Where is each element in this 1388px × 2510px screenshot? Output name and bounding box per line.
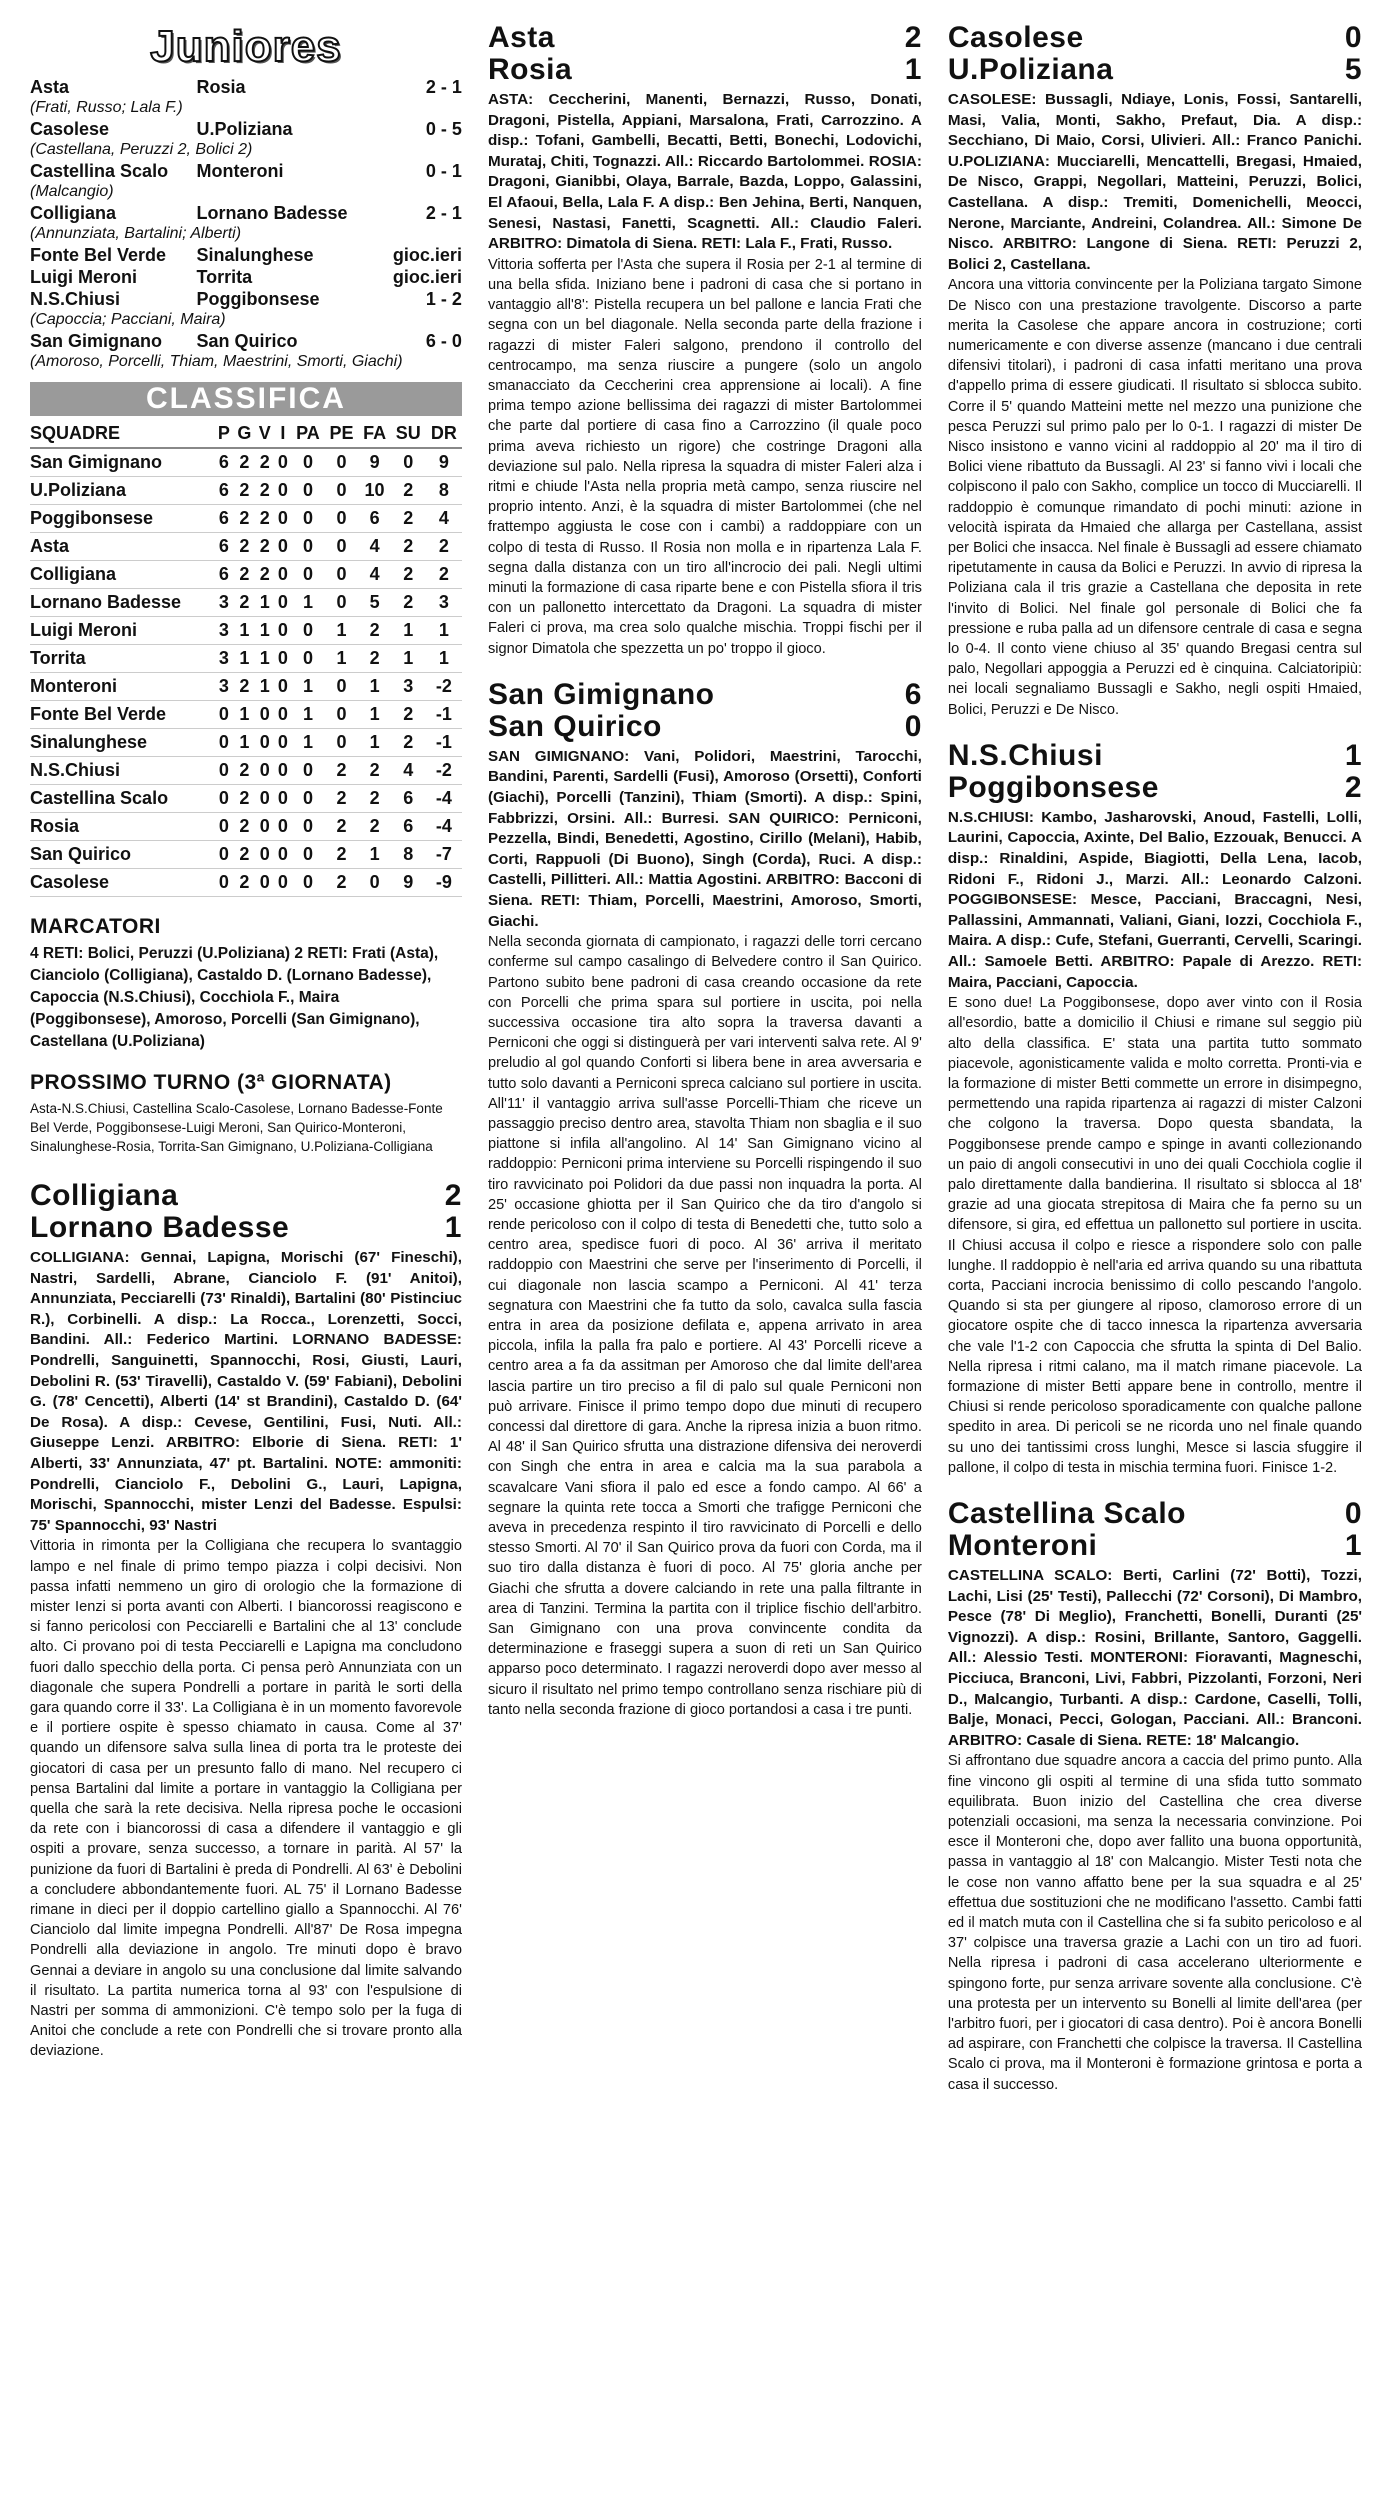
standings-cell: 2 — [358, 813, 391, 841]
prossimo-turno-title: PROSSIMO TURNO (3ª GIORNATA) — [30, 1071, 392, 1094]
match-away-row — [948, 54, 1362, 86]
standings-cell: 2 — [391, 589, 426, 617]
standings-cell: 6 — [214, 561, 233, 589]
standings-cell: 8 — [426, 477, 462, 505]
standings-cell: 1 — [255, 673, 274, 701]
standings-cell: 2 — [234, 869, 256, 897]
standings-cell: 0 — [274, 617, 291, 645]
match-away-row — [30, 1212, 462, 1244]
standings-cell: 10 — [358, 477, 391, 505]
standings-cell: 0 — [291, 785, 324, 813]
standings-cell: 4 — [358, 561, 391, 589]
standings-cell: 1 — [358, 701, 391, 729]
standings-cell: -1 — [426, 701, 462, 729]
standings-cell: 0 — [291, 505, 324, 533]
result-home: Luigi Meroni — [30, 267, 137, 287]
result-home: Casolese — [30, 119, 110, 139]
result-away: U.Poliziana — [196, 119, 293, 139]
standings-cell: 0 — [255, 729, 274, 757]
standings-team: U.Poliziana — [30, 477, 214, 505]
standings-cell: 2 — [234, 477, 256, 505]
standings-cell: 0 — [325, 729, 359, 757]
standings-header: PE — [325, 420, 359, 448]
standings-cell: 0 — [214, 869, 233, 897]
match-home-row — [488, 22, 922, 54]
result-home: Fonte Bel Verde — [30, 245, 167, 265]
standings-header: I — [274, 420, 291, 448]
classifica-title: CLASSIFICA — [30, 382, 462, 416]
standings-cell: 0 — [274, 645, 291, 673]
standings-team: San Quirico — [30, 841, 214, 869]
standings-team: Asta — [30, 533, 214, 561]
home-team: Colligiana — [30, 1179, 179, 1212]
standings-header: SU — [391, 420, 426, 448]
standings-cell: 1 — [358, 729, 391, 757]
standings-row — [30, 561, 462, 589]
home-team: Casolese — [947, 22, 1084, 54]
standings-cell: 6 — [214, 448, 233, 477]
standings-cell: 0 — [291, 841, 324, 869]
standings-cell: 2 — [234, 757, 256, 785]
standings-cell: 0 — [274, 785, 291, 813]
result-scorers: (Frati, Russo; Lala F.) — [30, 99, 183, 116]
away-score: 1 — [1344, 1529, 1363, 1563]
result-scorers-row — [30, 224, 462, 244]
standings-cell: 0 — [274, 841, 291, 869]
standings-cell: 6 — [391, 785, 426, 813]
home-score: 2 — [444, 1179, 462, 1212]
match-report: Si affrontano due squadre ancora a caccia del primo punto. Alla fine vincono gli ospiti al termine di una sfida tutto sommato equilibrata. Buon inizio del Castellina che crea diverse potenziali occasioni, ma senza la necessaria convinzione. Poi esce il Monteroni che, dopo aver fallito una buona opportunità, passa in vantaggio al 18' con Malcangio. Mister Testi nota che le cose non vanno affatto bene per la sua squadra e al 25' effettua due sostituzioni che ne modificano l'assetto. Cambi fatti ed il match muta con il Castellina che si fa subito pericoloso e al 37' colpisce una traversa grazie a Lachi con un tiro ad fuori. Nella ripresa i padroni di casa accelerano ulteriormente e spingono forte, pur senza arrivare sovente alla conclusione. C'è una protesta per un intervento su Bonelli al limite dell'area (per l'arbitro fuori, per i giocatori di casa dentro). Poi è ancora Bonelli ad aspirare, con Franchetti che colpisce la traversa. Il Castellina Scalo ci prova, ma il Monteroni è formazione grintosa e porta a casa il successo. — [947, 1753, 1363, 2093]
home-team: Asta — [487, 22, 555, 54]
standings-cell: 1 — [358, 673, 391, 701]
standings-row — [30, 673, 462, 701]
result-scorers-row — [30, 182, 462, 202]
standings-row — [30, 785, 462, 813]
result-away: Monteroni — [196, 161, 284, 181]
standings-cell: 0 — [291, 533, 324, 561]
standings-cell: 2 — [234, 673, 256, 701]
standings-cell: 0 — [291, 617, 324, 645]
away-score: 1 — [904, 53, 922, 86]
match-lineup: SAN GIMIGNANO: Vani, Polidori, Maestrini, Tarocchi, Bandini, Parenti, Sardelli (Fusi), Amoroso (Orsetti), Conforti (Giachi), Porcelli (Tanzini), Thiam (Smorti). A disp.: Spini, Fabbrizzi, Orsini. All.: Burresi. SAN QUIRICO: Perniconi, Pezzella, Bindi, Benedetti, Agostino, Cirillo (Melani), Habib, Corti, Rappuoli (Di Buono), Singh (Corda), Ruci. A disp.: Castelli, Pillitteri. All.: Mattia Agostini. ARBITRO: Bacconi di Siena. RETI: Thiam, Porcelli, Maestrini, Amoroso, Smorti, Giachi. — [487, 747, 922, 930]
result-scorers: (Malcangio) — [30, 183, 114, 200]
standings-cell: 0 — [274, 505, 291, 533]
result-row — [30, 244, 462, 266]
standings-cell: 3 — [426, 589, 462, 617]
standings-cell: 2 — [325, 813, 359, 841]
standings-cell: 1 — [255, 589, 274, 617]
standings-cell: 0 — [391, 448, 426, 477]
standings-cell: 1 — [391, 617, 426, 645]
standings-cell: 0 — [358, 869, 391, 897]
match-away-row — [488, 711, 922, 743]
standings-cell: 2 — [391, 701, 426, 729]
standings-cell: 1 — [391, 645, 426, 673]
result-score: 1 - 2 — [425, 289, 462, 309]
standings-header: PA — [291, 420, 324, 448]
standings-cell: 4 — [426, 505, 462, 533]
match-report: Vittoria in rimonta per la Colligiana che recupera lo svantaggio lampo e nel finale di primo tempo piazza i colpi decisivi. Non passa infatti nemmeno un giro di orologio che la formazione di mister Ienzi si porta avanti con Alberti. I biancorossi reagiscono e si fanno pericolosi con Pecciarelli e Bartalini che al 13' conclude alto. Ci provano poi di testa Pecciarelli e Lapigna ma concludono fuori dallo specchio della porta. Ci pensa però Annunziata con un diagonale che supera Pondrelli a portare in parità le sorti della gara quando corre il 33'. La Colligiana è in un momento favorevole e il portiere ospite è spesso chiamato in causa. Come al 37' quando un difensore salva sulla linea di porta tra le proteste dei giocatori di casa per un presunto fallo di mano. Nel recupero ci pensa Bartalini dal limite a portare in vantaggio la Colligiana per quella che sarà la rete decisiva. Nella ripresa poche le occasioni da rete con i biancorossi di casa a difendere il vantaggio e gli ospiti a provare, senza successo, a tornare in parità. Al 57' la punizione da fuori di Bartalini è preda di Pondrelli. Al 63' è Debolini a concludere abbondantemente fuori. AL 75' il Lornano Badesse rimane in dieci per il doppio cartellino giallo a Spannocchi. Al 76' Cianciolo dal limite impegna Pondrelli. All'87' De Rosa impegna Pondrelli alla deviazione in angolo. Tre minuti dopo è bravo Gennai a deviare in angolo su una conclusione dal limite salvando il risultato. La partita numerica torna al 93' con l'espulsione di Nastri per somma di ammonizioni. C'è tempo solo per la fuga di Anitoi che conclude a rete con Pondrelli che si trovare pronto alla deviazione. — [30, 1538, 462, 2060]
result-home: San Gimignano — [30, 331, 163, 351]
result-row — [30, 202, 462, 224]
result-scorers-row — [30, 98, 462, 118]
standings-team: Luigi Meroni — [30, 617, 214, 645]
standings-cell: 0 — [214, 701, 233, 729]
standings-cell: 0 — [214, 785, 233, 813]
standings-cell: 0 — [325, 505, 359, 533]
standings-cell: 6 — [358, 505, 391, 533]
result-row — [30, 266, 462, 288]
result-away: Sinalunghese — [196, 245, 314, 265]
standings-cell: 9 — [358, 448, 391, 477]
standings-cell: 2 — [426, 561, 462, 589]
standings-cell: 2 — [325, 869, 359, 897]
match-away-row — [948, 772, 1362, 804]
home-team: N.S.Chiusi — [947, 738, 1103, 772]
standings-cell: 0 — [291, 757, 324, 785]
result-score: 0 - 5 — [425, 119, 462, 139]
standings-row — [30, 505, 462, 533]
standings-cell: 6 — [214, 505, 233, 533]
standings-cell: 1 — [426, 645, 462, 673]
match-report: E sono due! La Poggibonsese, dopo aver vinto con il Rosia all'esordio, batte a domicilio il Chiusi e rimane sul seggio più alto della classifica. E' stata una partita tutto sommato piacevole, agonisticamente valida e molto corretta. Pronti-via e la formazione di mister Betti commette un errore in disimpegno, permettendo una rapida ripartenza ai ragazzi di mister Calzoni che colgono la traversa. Dopo questa sbandata, la Poggibonsese prende campo e spinge in avanti collezionando un paio di angoli consecutivi in uno dei quali Cocchiola coglie il palo direttamente dalla bandierina. Il risultato si sblocca al 18' grazie ad una giocata strepitosa di Maira che fa perno su un difensore, si gira, ed effettua un pallonetto sul portiere in uscita. Il Chiusi accusa il colpo e riesce a rispondere solo con palle lunghe. Il raddoppio è nell'aria ed arriva quando su una ribattuta corta, Pacciani incrocia benissimo di collo pescando l'angolo. Quando si sta per giungere al riposo, clamoroso errore di un giocatore ospite che di tacco innesca la ripartenza avversaria che vale l'1-2 con Capoccia che sfrutta la spinta di Del Balio. Nella ripresa i ritmi calano, ma il match rimane piacevole. La formazione di mister Betti appare bene in controllo, mentre il Chiusi si rende pericoloso sporadicamente con qualche pallone spedito in area. Di pericoli se ne ricorda uno nel finale quando su uno dei tantissimi cross lunghi, Mesce si lascia sfuggire il pallone, il colpo di testa in mischia termina fuori. Finisce 1-2. — [947, 995, 1363, 1476]
result-row — [30, 76, 462, 98]
result-scorers-row — [30, 310, 462, 330]
standings-cell: 1 — [255, 645, 274, 673]
result-home: Asta — [30, 77, 70, 97]
standings-row — [30, 813, 462, 841]
standings-cell: 2 — [255, 477, 274, 505]
standings-team: Casolese — [30, 869, 214, 897]
match-lineup: ASTA: Ceccherini, Manenti, Bernazzi, Russo, Donati, Dragoni, Pistella, Appiani, Marsalona, Frati, Carrozzino. A disp.: Tofani, Gambelli, Becatti, Betti, Bonechi, Lodovichi, Murataj, Chiti, Tognazzi. All.: Riccardo Bartolommei. ROSIA: Dragoni, Gianibbi, Olaya, Barrale, Bazda, Loppo, Galassini, El Afaoui, Bella, Lala F. A disp.: Ben Jehina, Berti, Nanquen, Senesi, Nastasi, Fanetti, Scagnetti. All.: Claudio Faleri. ARBITRO: Dimatola di Siena. RETI: Lala F., Frati, Russo. — [487, 91, 922, 253]
standings-cell: 1 — [234, 617, 256, 645]
standings-cell: 8 — [391, 841, 426, 869]
result-scorers-row — [30, 140, 462, 160]
standings-cell: 0 — [255, 757, 274, 785]
column-left — [30, 22, 462, 2510]
match-home-row — [30, 1180, 462, 1212]
standings-header: V — [255, 420, 274, 448]
away-team: Lornano Badesse — [30, 1211, 290, 1244]
result-home: Colligiana — [30, 203, 117, 223]
standings-cell: 0 — [274, 477, 291, 505]
standings-cell: 1 — [358, 841, 391, 869]
match-lineup: CASOLESE: Bussagli, Ndiaye, Lonis, Fossi, Santarelli, Masi, Valia, Monti, Sakho, Prefaut, Dia. A disp.: Secchiano, Di Maio, Corsi, Ulivieri. All.: Franco Panichi. U.POLIZIANA: Mucciarelli, Mencattelli, Bregasi, Hmaied, De Nisco, Grappi, Negollari, Matteini, Peruzzi, Bolici, Castellana. A disp.: Tremiti, Domenichelli, Meocci, Nerone, Marciante, Andreini, Colandrea. All.: Simone De Nisco. ARBITRO: Langone di Siena. RETI: Peruzzi 2, Bolici 2, Castellana. — [947, 91, 1363, 273]
result-score: 6 - 0 — [425, 331, 462, 351]
standings-team: N.S.Chiusi — [30, 757, 214, 785]
away-score: 5 — [1344, 53, 1363, 86]
standings-cell: 0 — [325, 673, 359, 701]
match-casolese — [948, 22, 1362, 720]
result-away: Torrita — [196, 267, 253, 287]
standings-cell: 0 — [274, 589, 291, 617]
result-row — [30, 118, 462, 140]
match-home-row — [948, 740, 1362, 772]
standings-cell: 4 — [391, 757, 426, 785]
standings-cell: -2 — [426, 673, 462, 701]
standings-cell: -9 — [426, 869, 462, 897]
standings-team: San Gimignano — [30, 448, 214, 477]
match-away-row — [948, 1530, 1362, 1562]
standings-cell: 2 — [391, 477, 426, 505]
result-scorers: (Castellana, Peruzzi 2, Bolici 2) — [30, 141, 253, 158]
standings-cell: 0 — [325, 477, 359, 505]
match-lineup: N.S.CHIUSI: Kambo, Jasharovski, Anoud, Fastelli, Lolli, Laurini, Capoccia, Axinte, Del Balio, Ezzouak, Benucci. A disp.: Rinaldini, Aspide, Biagiotti, Della Lena, Iacob, Ridoni F., Ridoni J., Marzi. All.: Leonardo Calzoni. POGGIBONSESE: Mesce, Pacciani, Braccagni, Nesi, Pallassini, Ammannati, Valiani, Giani, Iozzi, Cocchiola F., Maira. A disp.: Cufe, Stefani, Guerranti, Cervelli, Scaringi. All.: Samoele Betti. ARBITRO: Papale di Arezzo. RETI: Maira, Pacciani, Capoccia. — [947, 808, 1363, 991]
standings-cell: 0 — [214, 729, 233, 757]
standings-cell: 0 — [325, 701, 359, 729]
standings-cell: 0 — [274, 701, 291, 729]
match-lineup: COLLIGIANA: Gennai, Lapigna, Morischi (67' Fineschi), Nastri, Sardelli, Abrane, Cianciolo F. (91' Anitoi), Annunziata, Pecciarelli (73' Rinaldi), Bartalini (80' Pistinciuc R.), Corbinelli. A disp.: La Rocca., Lorenzetti, Socci, Bandini. All.: Federico Martini. LORNANO BADESSE: Pondrelli, Sanguinetti, Spannocchi, Rosi, Giusti, Lauri, Debolini R. (53' Tiravelli), Castaldo V. (59' Fabiani), Debolini G. (78' Cencetti), Alberti (14' st Brandini), Castaldo D. (64' De Rosa). A disp.: Cevese, Gentilini, Fusi, Nuti. All.: Giuseppe Lenzi. ARBITRO: Elborie di Siena. RETI: 1' Alberti, 33' Annunziata, 47' pt. Bartalini. NOTE: ammoniti: Pondrelli, Cianciolo F., Debolini G., Lauri, Lapigna, Morischi, Spannocchi, mister Lenzi del Badesse. Espulsi: 75' Spannocchi, 93' Nastri — [30, 1249, 462, 1534]
standings-cell: 2 — [426, 533, 462, 561]
standings-cell: 0 — [214, 757, 233, 785]
standings-cell: 0 — [291, 813, 324, 841]
standings-row — [30, 448, 462, 477]
standings-cell: 0 — [255, 813, 274, 841]
home-score: 1 — [1344, 738, 1363, 772]
standings-cell: 0 — [325, 561, 359, 589]
standings-cell: 1 — [234, 645, 256, 673]
standings-header: DR — [426, 420, 462, 448]
result-scorers: (Amoroso, Porcelli, Thiam, Maestrini, Smorti, Giachi) — [30, 353, 403, 370]
standings-cell: -1 — [426, 729, 462, 757]
standings-cell: 1 — [234, 729, 256, 757]
standings-cell: 0 — [274, 561, 291, 589]
standings-cell: 0 — [274, 533, 291, 561]
standings-cell: 3 — [214, 645, 233, 673]
standings-team: Castellina Scalo — [30, 785, 214, 813]
home-score: 0 — [1344, 1497, 1363, 1531]
standings-cell: 2 — [234, 841, 256, 869]
column-middle — [488, 22, 922, 2510]
standings-header: P — [214, 420, 233, 448]
standings-cell: 1 — [291, 589, 324, 617]
match-away-row — [488, 54, 922, 86]
match-san-gimignano — [488, 679, 922, 1720]
standings-cell: 0 — [274, 448, 291, 477]
standings-cell: 2 — [234, 561, 256, 589]
result-scorers-row — [30, 352, 462, 372]
result-home: Castellina Scalo — [30, 161, 169, 181]
standings-cell: 2 — [234, 533, 256, 561]
standings-row — [30, 533, 462, 561]
result-away: Rosia — [196, 77, 246, 97]
standings-row — [30, 589, 462, 617]
standings-cell: 6 — [214, 533, 233, 561]
match-castellina — [948, 1498, 1362, 2095]
standings-cell: 0 — [255, 701, 274, 729]
match-report: Vittoria sofferta per l'Asta che supera il Rosia per 2-1 al termine di una bella sfida. Iniziano bene i padroni di casa che si portano in vantaggio all'8': Pistella recupera un bel pallone e lancia Frati che segna con un bel diagonale. Nella seconda parte della frazione i ragazzi di mister Faleri salgono, prendono il controllo del centrocampo, ma senza riuscire a pungere (solo un angolo smanacciato da Ceccherini crea apprensione ai locali). A fine prima tempo azione bellissima dei ragazzi di mister Bartolommei che parte dal portiere di casa fino a Carrozzino (il quale poco prima aveva richiesto un rigore) che costringe Dragoni alla deviazione sul palo. Nella ripresa la squadra di mister Faleri alza i ritmi e chiude l'Asta nella propria metà campo, senza riuscire nel proprio intento. Anzi, è la squadra di mister Bartolommei (che nel frattempo aggiusta le cose con i cambi) a raddoppiare con un colpo di testa di Russo. Il Rosia non molla e in ripartenza Lala F. segna dalla distanza con un tiro all'incrocio dei pali. Negli ultimi minuti la formazione di casa riparte bene e con Pistella sfiora il tris con un pallonetto intercettato da Dragoni. La squadra di mister Faleri ci prova, ma crea solo qualche mischia. Troppi fischi per il signor Dimatola che spezzetta un po' troppo il gioco. — [487, 256, 922, 657]
result-away: San Quirico — [196, 331, 298, 351]
standings-cell: 1 — [291, 701, 324, 729]
match-lineup: CASTELLINA SCALO: Berti, Carlini (72' Botti), Tozzi, Lachi, Lisi (25' Testi), Pallecchi (72' Corsoni), Di Mambro, Pesce (78' Di Meglio), Franchetti, Bonelli, Duranti (25' Vignozzi). A disp.: Rosini, Brillante, Santoro, Gaggelli. All.: Alessio Testi. MONTERONI: Fioravanti, Magneschi, Picciuca, Branconi, Livi, Fabbri, Pizzolanti, Forzoni, Neri D., Malcangio, Turbanti. A disp.: Cardone, Caselli, Tolli, Balje, Monaci, Pecci, Gologan, Pacciani. All.: Branconi. ARBITRO: Casale di Siena. RETE: 18' Malcangio. — [947, 1567, 1363, 1749]
standings-team: Torrita — [30, 645, 214, 673]
standings-cell: 0 — [325, 589, 359, 617]
standings-team: Monteroni — [30, 673, 214, 701]
home-score: 2 — [904, 22, 922, 54]
standings-cell: 1 — [325, 645, 359, 673]
standings-cell: 2 — [358, 757, 391, 785]
standings-cell: 0 — [291, 869, 324, 897]
standings-cell: 0 — [214, 813, 233, 841]
results-table — [30, 76, 462, 372]
standings-cell: 2 — [358, 617, 391, 645]
standings-cell: 1 — [291, 673, 324, 701]
result-scorers: (Capoccia; Pacciani, Maira) — [30, 311, 226, 328]
standings-cell: 2 — [391, 533, 426, 561]
match-chiusi — [948, 740, 1362, 1478]
result-scorers: (Annunziata, Bartalini; Alberti) — [30, 225, 242, 242]
standings-row — [30, 841, 462, 869]
match-home-row — [948, 1498, 1362, 1530]
standings-header: G — [234, 420, 256, 448]
standings-team: Fonte Bel Verde — [30, 701, 214, 729]
standings-cell: 0 — [255, 785, 274, 813]
standings-cell: 3 — [391, 673, 426, 701]
standings-cell: 0 — [274, 673, 291, 701]
standings-cell: 3 — [214, 589, 233, 617]
away-team: Monteroni — [947, 1529, 1098, 1563]
standings-cell: 1 — [426, 617, 462, 645]
home-score: 0 — [1344, 22, 1363, 54]
standings-cell: 0 — [255, 869, 274, 897]
standings-cell: -4 — [426, 785, 462, 813]
standings-cell: 9 — [426, 448, 462, 477]
standings-cell: 4 — [358, 533, 391, 561]
standings-cell: 2 — [255, 533, 274, 561]
standings-row — [30, 701, 462, 729]
standings-cell: 6 — [214, 477, 233, 505]
standings-row — [30, 617, 462, 645]
match-colligiana — [30, 1180, 462, 2062]
standings-cell: -4 — [426, 813, 462, 841]
standings-cell: 0 — [274, 869, 291, 897]
standings-row — [30, 477, 462, 505]
result-away: Poggibonsese — [196, 289, 320, 309]
result-away: Lornano Badesse — [196, 203, 348, 223]
away-score: 2 — [1344, 770, 1363, 804]
result-score: 2 - 1 — [425, 77, 462, 97]
result-score: 0 - 1 — [425, 161, 462, 181]
standings-team: Rosia — [30, 813, 214, 841]
marcatori-title: MARCATORI — [30, 915, 161, 938]
standings-cell: -2 — [426, 757, 462, 785]
result-score: gioc.ieri — [392, 245, 462, 265]
standings-cell: 2 — [234, 785, 256, 813]
standings-team: Sinalunghese — [30, 729, 214, 757]
standings-cell: 2 — [234, 448, 256, 477]
standings-cell: 2 — [358, 785, 391, 813]
standings-cell: 1 — [255, 617, 274, 645]
away-team: Poggibonsese — [947, 770, 1159, 804]
standings-cell: 1 — [325, 617, 359, 645]
standings-header: SQUADRE — [30, 420, 214, 448]
match-home-row — [488, 679, 922, 711]
standings-team: Poggibonsese — [30, 505, 214, 533]
standings-cell: 0 — [274, 813, 291, 841]
standings-team: Colligiana — [30, 561, 214, 589]
standings-cell: 0 — [325, 448, 359, 477]
standings-cell: 0 — [291, 448, 324, 477]
standings-cell: 6 — [391, 813, 426, 841]
match-report: Ancora una vittoria convincente per la Poliziana targato Simone De Nisco con una prestazione travolgente. Discorso a parte merita la Casolese che appare ancora in costruzione; corti numericamente e con diverse assenze (mancano i due centrali difensivi titolari), i padroni di casa infatti meritano una prova d'appello prima di essere giudicati. Il risultato si sblocca subito. Corre il 5' quando Matteini mette nel mezzo una punizione che pesca Peruzzi sul primo palo per lo 0-1. I ragazzi di mister De Nisco insistono e vanno vicini al raddoppio al 20' ma il tiro di Bolici viene ribattuto da Bussagli. Al 23' si fanno vivi i locali che colpiscono il palo con Sakho, complice un tocco di Mucciarelli. Il raddoppio è comunque rimandato di pochi minuti: azione in velocità ispirata da Hmaied che allarga per Castellana, assist per Bolici che insacca. Nel finale è Bussagli ad essere chiamato ripetutamente in causa da Bolici e Peruzzi. In avvio di ripresa la Poliziana cala il tris grazie a Castellana che deposita in rete l'invito di Bolici. Nel finale gol personale di Bolici che fa pressione e ruba palla ad un difensore centrale di casa e segna lo 0-4. Il conto viene chiuso al 35' quando Bregasi centra sul palo, Negollari appoggia a Peruzzi ed è cinquina. Calciatoripiù: nei locali segnaliamo Bussagli e Sakho, negli ospiti Hmaied, Bolici, Peruzzi e De Nisco. — [947, 277, 1363, 718]
home-team: San Gimignano — [487, 677, 715, 711]
standings-cell: 0 — [291, 477, 324, 505]
result-score: gioc.ieri — [392, 267, 462, 287]
standings-cell: 2 — [234, 589, 256, 617]
standings-cell: 3 — [214, 617, 233, 645]
standings-cell: 2 — [391, 505, 426, 533]
away-team: U.Poliziana — [947, 53, 1114, 86]
result-score: 2 - 1 — [425, 203, 462, 223]
prossimo-turno-text: Asta-N.S.Chiusi, Castellina Scalo-Casolese, Lornano Badesse-Fonte Bel Verde, Poggibonsese-Luigi Meroni, San Quirico-Monteroni, Sinalunghese-Rosia, Torrita-San Gimignano, U.Poliziana-Colligiana — [30, 1101, 443, 1154]
away-team: San Quirico — [487, 709, 662, 743]
away-team: Rosia — [487, 53, 573, 86]
standings-cell: 0 — [291, 561, 324, 589]
match-home-row — [948, 22, 1362, 54]
standings-cell: -7 — [426, 841, 462, 869]
standings-cell: 2 — [325, 757, 359, 785]
standings-cell: 0 — [325, 533, 359, 561]
standings-cell: 0 — [291, 645, 324, 673]
standings-cell: 1 — [234, 701, 256, 729]
standings-team: Lornano Badesse — [30, 589, 214, 617]
match-report: Nella seconda giornata di campionato, i ragazzi delle torri cercano conferme sul campo casalingo di Belvedere contro il San Quirico. Partono subito bene padroni di casa creando occasione da rete con Porcelli che prima spara sul portiere in uscita, poi nella successiva occasione tira alto sopra la traversa davanti a Perniconi che oggi si distinguerà per vari interventi salva rete. Al 9' preludio al gol quando Conforti si libera bene in area avversaria e tutto solo davanti a Perniconi spreca calciano sul portiere in uscita. All'11' il vantaggio arriva sull'asse Porcelli-Thiam che riceve un passaggio preciso dentro area, stavolta Thiam non sbaglia e il suo piattone si infila all'angolino. Al 14' San Gimignano vicino al raddoppio: Perniconi prima interviene su Porcelli rispingendo il suo tiro ravvicinato poi Polidori da due passi non inquadra la porta. Al 25' occasione ghiotta per il San Quirico che da tiro d'angolo si rende pericoloso con il colpo di testa di Benedetti che, tutto solo a centro area, spedisce fuori di poco. Al 36' arriva il meritato raddoppio con Maestrini che serve per l'inserimento di Porcelli, il cui diagonale non lascia scampo a Perniconi. Al 41' terza segnatura con Maestrini che fa tutto da solo, cavalca sulla fascia entra in area da posizione defilata e, appena arrivato in area piccola, infila la palla fra palo e portiere. Al 43' Porcelli riceve a centro area a fa da assitman per Amoroso che dal limite dell'area lascia partire un tiro preciso a fil di palo sul quale Perniconi non può arrivare. Finisce il primo tempo dopo due minuti di recupero concessi dal direttore di gara. Anche la ripresa inizia a buon ritmo. Al 48' il San Quirico sfrutta una distrazione difensiva dei neroverdi con Singh che entra in area e calcia ma la sua parabola a scavalcare Vani sfiora il palo ed esce a fondo campo. Al 66' a segnare la quinta rete tocca a Smorti che trafigge Perniconi che aveva in precedenza respinto il tiro ravvicinato di Porcelli e dello stesso Smorti. Al 70' il San Quirico prova da fuori con Corda, ma il suo tiro dalla distanza è fuori di poco. Al 75' gloria anche per Giachi che sfrutta a dovere calciando in rete una palla filtrante in area di Tanzini. Termina la partita con il triplice fischio dell'arbitro. San Gimignano con una prova convincente condita da determinazione e fraseggi supera a suon di reti un San Quirico apparso poco determinato. I ragazzi neroverdi dopo aver messo al sicuro il risultato nel primo tempo controllano senza rischiare più di tanto nella seconda frazione di gioco portandosi a casa i tre punti. — [487, 934, 922, 1718]
standings-cell: 3 — [214, 673, 233, 701]
result-row — [30, 288, 462, 310]
away-score: 0 — [904, 709, 922, 743]
standings-cell: 2 — [234, 813, 256, 841]
match-asta — [488, 22, 922, 659]
result-row — [30, 160, 462, 182]
standings-cell: 2 — [255, 448, 274, 477]
standings-cell: 0 — [274, 757, 291, 785]
standings-row — [30, 645, 462, 673]
standings-cell: 2 — [391, 729, 426, 757]
standings-cell: 2 — [325, 841, 359, 869]
standings-row — [30, 757, 462, 785]
standings-cell: 2 — [325, 785, 359, 813]
standings-cell: 2 — [391, 561, 426, 589]
standings-cell: 9 — [391, 869, 426, 897]
standings-cell: 2 — [358, 645, 391, 673]
result-home: N.S.Chiusi — [30, 289, 121, 309]
section-banner: Juniores — [150, 22, 342, 71]
standings-table — [30, 420, 462, 897]
standings-row — [30, 869, 462, 897]
standings-cell: 0 — [255, 841, 274, 869]
result-row — [30, 330, 462, 352]
standings-cell: 2 — [255, 505, 274, 533]
standings-cell: 2 — [234, 505, 256, 533]
home-score: 6 — [904, 677, 922, 711]
standings-row — [30, 729, 462, 757]
standings-header: FA — [358, 420, 391, 448]
standings-cell: 5 — [358, 589, 391, 617]
standings-cell: 0 — [214, 841, 233, 869]
home-team: Castellina Scalo — [947, 1497, 1186, 1531]
standings-cell: 0 — [274, 729, 291, 757]
marcatori-text: 4 RETI: Bolici, Peruzzi (U.Poliziana) 2 RETI: Frati (Asta), Cianciolo (Colligiana), Castaldo D. (Lornano Badesse), Capoccia (N.S.Chiusi), Cocchiola F., Maira (Poggibonsese), Amoroso, Porcelli (San Gimignano), Castellana (U.Poliziana) — [30, 945, 439, 1050]
away-score: 1 — [444, 1211, 462, 1244]
standings-cell: 2 — [255, 561, 274, 589]
column-right — [948, 22, 1362, 2510]
standings-cell: 1 — [291, 729, 324, 757]
